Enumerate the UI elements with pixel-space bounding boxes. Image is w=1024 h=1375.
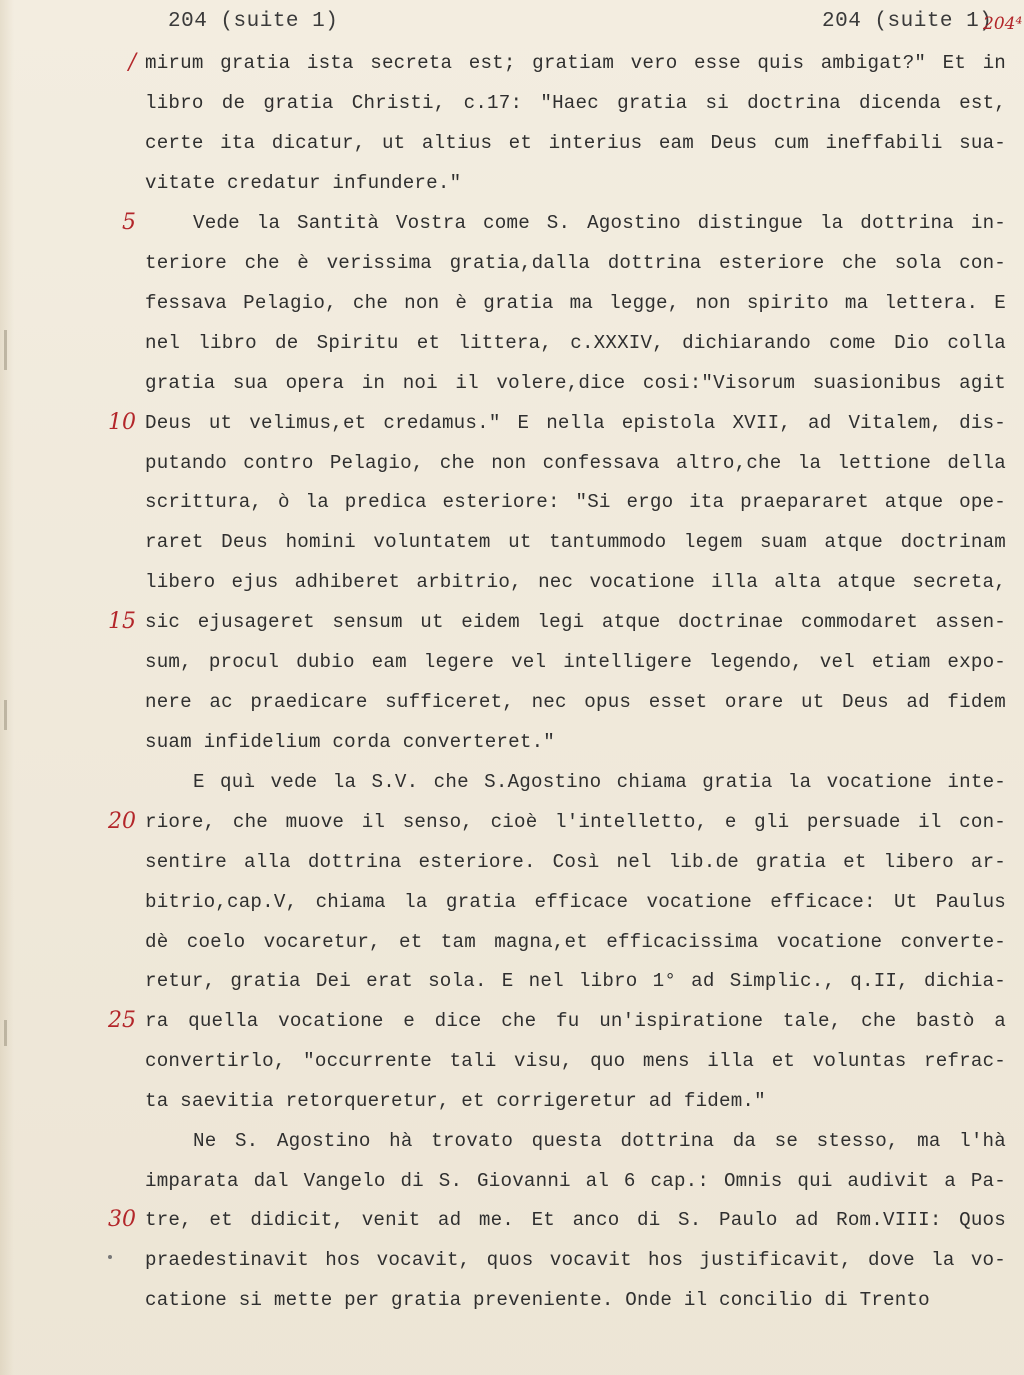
text-line: imparata dal Vangelo di S. Giovanni al 6 cap.: Omnis qui audivit a Pa- <box>145 1170 1006 1192</box>
margin-line-number-25: 25 <box>108 1008 136 1033</box>
text-line: sic ejusageret sensum ut eidem legi atque doctrinae commodaret assen- <box>145 611 1006 633</box>
text-line: libro de gratia Christi, c.17: "Haec gratia si doctrina dicenda est, <box>145 92 1006 114</box>
text-line: mirum gratia ista secreta est; gratiam vero esse quis ambigat?" Et in <box>145 52 1006 74</box>
margin-line-number-10: 10 <box>108 410 136 435</box>
margin-dot <box>108 1255 112 1259</box>
text-line: vitate credatur infundere." <box>145 172 462 194</box>
text-line: ta saevitia retorqueretur, et corrigeretur ad fidem." <box>145 1090 766 1112</box>
page-number-annotation: 204⁴ <box>983 14 1023 34</box>
text-line: scrittura, ò la predica esteriore: "Si ergo ita praepararet atque ope- <box>145 491 1006 513</box>
margin-line-number-30: 30 <box>108 1207 136 1232</box>
text-line: dè coelo vocaretur, et tam magna,et efficacissima vocatione converte- <box>145 931 1006 953</box>
text-line: convertirlo, "occurrente tali visu, quo mens illa et voluntas refrac- <box>145 1050 1006 1072</box>
text-line: libero ejus adhiberet arbitrio, nec vocatione illa alta atque secreta, <box>145 571 1006 593</box>
text-line: ra quella vocatione e dice che fu un'ispiratione tale, che bastò a <box>145 1010 1006 1032</box>
text-line: bitrio,cap.V, chiama la gratia efficace vocatione efficace: Ut Paulus <box>145 891 1006 913</box>
text-line: tre, et didicit, venit ad me. Et anco di S. Paulo ad Rom.VIII: Quos <box>145 1209 1006 1231</box>
edge-mark <box>4 1020 7 1046</box>
text-line: suam infidelium corda converteret." <box>145 731 556 753</box>
page-header-right: 204 (suite 1) <box>822 10 993 33</box>
edge-mark <box>4 700 7 730</box>
text-line: raret Deus homini voluntatem ut tantummodo legem suam atque doctrinam <box>145 531 1006 553</box>
text-line: Deus ut velimus,et credamus." E nella epistola XVII, ad Vitalem, dis- <box>145 412 1006 434</box>
text-line: retur, gratia Dei erat sola. E nel libro 1° ad Simplic., q.II, dichia- <box>145 970 1006 992</box>
text-line: gratia sua opera in noi il volere,dice cosi:"Visorum suasionibus agit <box>145 372 1006 394</box>
text-line: Vede la Santità Vostra come S. Agostino distingue la dottrina in- <box>193 212 1006 234</box>
text-line: riore, che muove il senso, cioè l'intelletto, e gli persuade il con- <box>145 811 1006 833</box>
text-line: Ne S. Agostino hà trovato questa dottrina da se stesso, ma l'hà <box>193 1130 1006 1152</box>
edge-mark <box>4 330 7 370</box>
text-line: certe ita dicatur, ut altius et interius eam Deus cum ineffabili sua- <box>145 132 1006 154</box>
margin-line-number-5: 5 <box>122 210 136 235</box>
text-line: catione si mette per gratia preveniente. Onde il concilio di Trento <box>145 1289 930 1311</box>
text-line: nere ac praedicare sufficeret, nec opus esset orare ut Deus ad fidem <box>145 691 1006 713</box>
text-line: nel libro de Spiritu et littera, c.XXXIV, dichiarando come Dio colla <box>145 332 1006 354</box>
text-line: praedestinavit hos vocavit, quos vocavit hos justificavit, dove la vo- <box>145 1249 1006 1271</box>
text-line: putando contro Pelagio, che non confessava altro,che la lettione della <box>145 452 1006 474</box>
text-line: fessava Pelagio, che non è gratia ma legge, non spirito ma lettera. E <box>145 292 1006 314</box>
page-header-left: 204 (suite 1) <box>168 10 339 33</box>
text-line: sentire alla dottrina esteriore. Così nel lib.de gratia et libero ar- <box>145 851 1006 873</box>
text-line: E quì vede la S.V. che S.Agostino chiama gratia la vocatione inte- <box>193 771 1006 793</box>
text-line: sum, procul dubio eam legere vel intelligere legendo, vel etiam expo- <box>145 651 1006 673</box>
margin-line-mark: / <box>128 50 136 75</box>
margin-line-number-20: 20 <box>108 809 136 834</box>
margin-line-number-15: 15 <box>108 609 136 634</box>
text-line: teriore che è verissima gratia,dalla dottrina esteriore che sola con- <box>145 252 1006 274</box>
